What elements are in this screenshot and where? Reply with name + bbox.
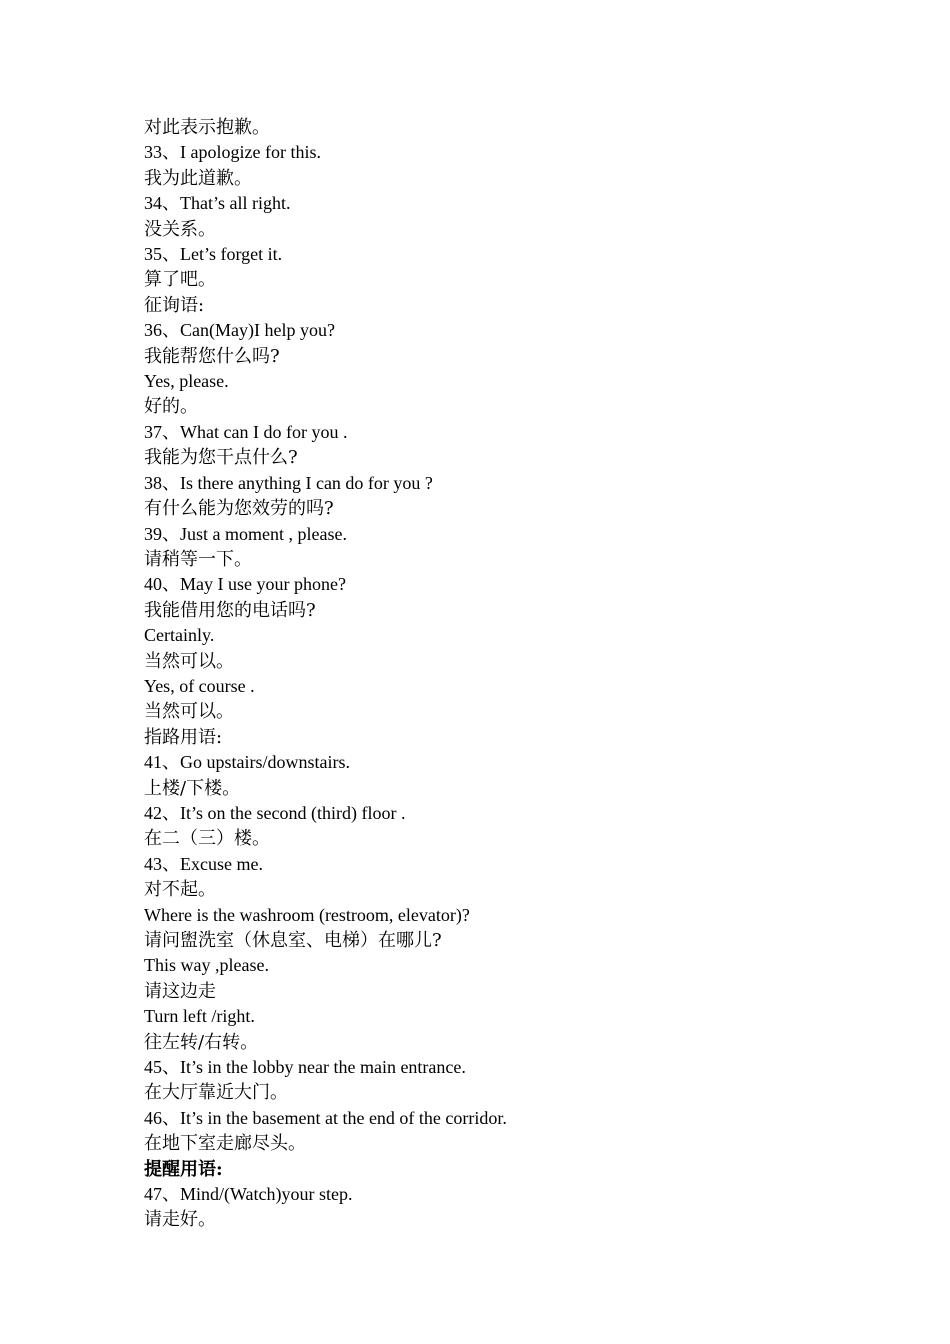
text-line: 在二（三）楼。 <box>144 828 270 850</box>
text-line: 34、That’s all right. <box>144 193 291 214</box>
text-line: 42、It’s on the second (third) floor . <box>144 802 406 823</box>
text-line: 对不起。 <box>144 879 216 901</box>
text-line: 47、Mind/(Watch)your step. <box>144 1184 353 1205</box>
document-page <box>144 115 844 1233</box>
text-line: 37、What can I do for you . <box>144 421 348 442</box>
text-line: Yes, please. <box>144 371 229 392</box>
text-line: 33、I apologize for this. <box>144 142 321 163</box>
text-line: 在地下室走廊尽头。 <box>144 1133 306 1155</box>
text-line: 当然可以。 <box>144 701 234 723</box>
text-line: 39、Just a moment , please. <box>144 523 347 544</box>
text-line: 请这边走 <box>144 980 216 1002</box>
text-line: 算了吧。 <box>144 269 216 291</box>
text-line: 在大厅靠近大门。 <box>144 1082 288 1104</box>
text-line: 指路用语: <box>144 726 223 748</box>
text-line: 43、Excuse me. <box>144 853 263 874</box>
text-line: 41、Go upstairs/downstairs. <box>144 752 350 773</box>
text-line: 没关系。 <box>144 218 216 240</box>
text-line: 请问盥洗室（休息室、电梯）在哪儿? <box>144 930 442 951</box>
text-line: 请走好。 <box>144 1209 216 1231</box>
text-line: 40、May I use your phone? <box>144 574 346 595</box>
text-line: 上楼/下楼。 <box>144 777 241 799</box>
text-line: Certainly. <box>144 625 215 646</box>
text-line: 往左转/右转。 <box>144 1031 259 1053</box>
section-heading: 提醒用语: <box>144 1158 223 1180</box>
text-line: 请稍等一下。 <box>144 548 252 570</box>
text-line: 我能为您干点什么? <box>144 447 298 469</box>
text-line: 45、It’s in the lobby near the main entrance. <box>144 1057 466 1078</box>
text-line: 征询语: <box>144 294 205 316</box>
text-line: 我能帮您什么吗? <box>144 345 280 367</box>
text-line: This way ,please. <box>144 955 269 976</box>
text-line: 46、It’s in the basement at the end of the corridor. <box>144 1107 507 1128</box>
text-line: 38、Is there anything I can do for you ? <box>144 472 433 493</box>
text-line: 我能借用您的电话吗? <box>144 599 316 621</box>
text-line: 好的。 <box>144 396 198 418</box>
text-line: 当然可以。 <box>144 650 234 672</box>
text-line: Where is the washroom (restroom, elevator)? <box>144 904 470 925</box>
text-line: 36、Can(May)I help you? <box>144 320 335 341</box>
text-line: Turn left /right. <box>144 1006 255 1027</box>
text-line: 我为此道歉。 <box>144 167 252 189</box>
text-line: Yes, of course . <box>144 675 255 696</box>
text-line: 35、Let’s forget it. <box>144 244 283 265</box>
text-line: 有什么能为您效劳的吗? <box>144 498 334 520</box>
text-line: 对此表示抱歉。 <box>144 117 270 138</box>
